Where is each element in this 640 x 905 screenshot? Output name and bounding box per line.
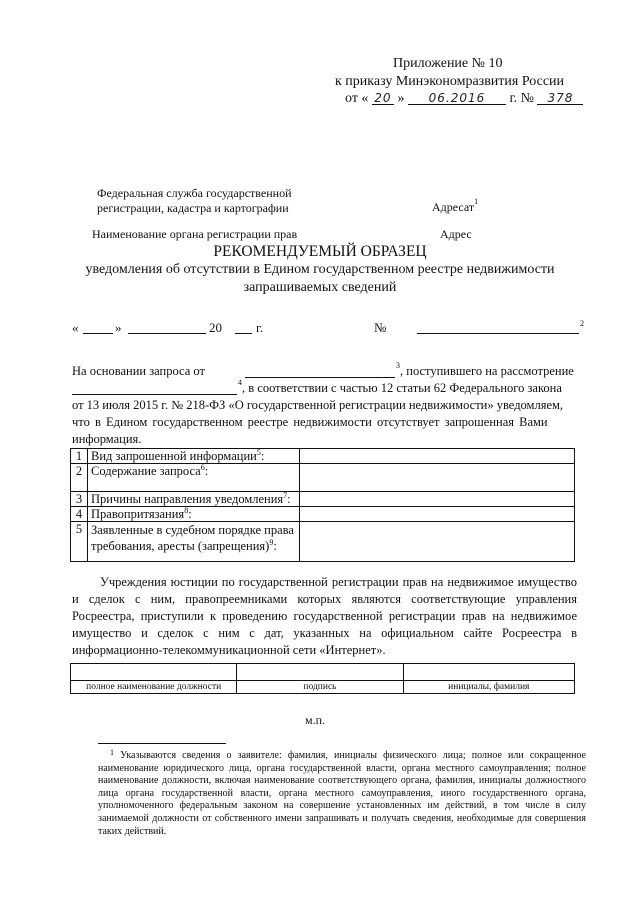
row-number: 1 (71, 449, 88, 464)
row-value (300, 449, 575, 464)
row-label: Причины направления уведомления$^7$: (88, 492, 300, 507)
number-sign: № (374, 320, 387, 335)
row-number: 4 (71, 507, 88, 522)
row-number: 5 (71, 522, 88, 562)
row-number: 2 (71, 464, 88, 492)
row-value (300, 522, 575, 562)
row-number: 3 (71, 492, 88, 507)
order-number-handwritten: 378 (537, 92, 583, 105)
signature-table (70, 663, 575, 694)
date-prefix: от « (345, 91, 369, 106)
notice-paragraph: Учреждения юстиции по государственной регистрации прав на недвижимое имущество и сделок с ним, правопреемниками которых являются соответствующие управления Росреестра, приступили к проведению государственной регистрации прав на недвижимое имущество и сделок с ним с дат, указанных на официальном сайте Росреестра в информационно-телекоммуникационной сети «Интернет». (72, 575, 577, 657)
row-value (300, 507, 575, 522)
footnote-number: 1 (110, 748, 114, 757)
document-subtitle-line2: запрашиваемых сведений (243, 280, 397, 295)
signature-caption-row (71, 681, 575, 694)
date-open-quote: « (72, 320, 79, 335)
information-table (70, 448, 575, 562)
footnote-ref-3: 3 (396, 361, 400, 370)
row-value (300, 464, 575, 492)
row-value (300, 492, 575, 507)
initials-blank (403, 664, 574, 681)
footnote-separator (98, 743, 226, 744)
blank-request-received (72, 394, 237, 395)
row-label: Заявленные в судебном порядке права требования, аресты (запрещения)$^9$: (88, 522, 300, 562)
signature-blank (237, 664, 403, 681)
agency-name-line1: Федеральная служба государственной (97, 186, 292, 200)
order-date-line (345, 91, 583, 107)
row-label: Содержание запроса$^6$: (88, 464, 300, 492)
table-row (71, 449, 575, 464)
body-line3: от 13 июля 2015 г. № 218-ФЗ «О государственной регистрации недвижимости» уведомляем, (72, 398, 564, 412)
stamp-place: м.п. (305, 713, 326, 727)
blank-year (235, 333, 252, 334)
date-century: 20 (209, 320, 222, 335)
blank-day (83, 333, 113, 334)
footnote-ref-1: 1 (474, 197, 479, 206)
blank-month (128, 333, 206, 334)
footnote-text: $^1$ Указываются сведения о заявителе: фамилия, инициалы физического лица; полное или сокращенное наименование юридического лица, органа государственной власти, органа местного самоуправления; полное наименование должности, включая наименование соответствующего органа, фамилия, инициалы должностного лица органа государственной власти, органа местного самоуправления, иного государственного органа, уполномоченного федеральным законом на совершение установленных им действий, в том числе в силу занимаемой должности от собственного имени запрашивать и получать сведения, необходимые для совершения таких действий. (98, 748, 586, 837)
order-reference: к приказу Минэкономразвития России (335, 74, 565, 89)
signature-blank-row (71, 664, 575, 681)
initials-caption: инициалы, фамилия (403, 681, 574, 694)
date-year-suffix: г. (256, 320, 264, 335)
addressee-label: Адресат$^1$ (432, 197, 479, 214)
row-label: Правопритязания$^8$: (88, 507, 300, 522)
body-line5: информация. (72, 432, 142, 446)
table-row (71, 507, 575, 522)
document-subtitle-line1: уведомления об отсутствии в Едином государственном реестре недвижимости (85, 262, 555, 277)
agency-name-line2: регистрации, кадастра и картографии (97, 201, 289, 215)
date-mid: » (397, 91, 405, 106)
blank-number (417, 333, 579, 334)
body-line2: $^4$, в соответствии с частью 12 статьи 62 Федерального закона (238, 378, 562, 395)
body-line1-end: $^3$, поступившего на рассмотрение (396, 361, 574, 378)
body-line1-start: На основании запроса от (72, 364, 205, 378)
registration-body-name: Наименование органа регистрации прав (92, 227, 298, 241)
date-suffix: г. № (509, 91, 534, 106)
table-row (71, 464, 575, 492)
position-caption: полное наименование должности (71, 681, 237, 694)
appendix-title: Приложение № 10 (393, 56, 503, 71)
body-line4: что в Едином государственном реестре недвижимости отсутствует запрошенная Вами (72, 415, 548, 429)
document-title: РЕКОМЕНДУЕМЫЙ ОБРАЗЕЦ (213, 243, 427, 260)
date-close-quote: » (115, 320, 122, 335)
footnote-ref-4: 4 (238, 378, 242, 387)
blank-request-date (245, 377, 395, 378)
row-label: Вид запрошенной информации$^5$: (88, 449, 300, 464)
position-blank (71, 664, 237, 681)
signature-caption: подпись (237, 681, 403, 694)
date-day-handwritten: 20 (372, 92, 394, 105)
date-month-year-handwritten: 06.2016 (408, 92, 506, 105)
footnote-ref-2: 2 (580, 319, 584, 328)
table-row (71, 492, 575, 507)
table-row (71, 522, 575, 562)
address-label: Адрес (440, 227, 472, 241)
